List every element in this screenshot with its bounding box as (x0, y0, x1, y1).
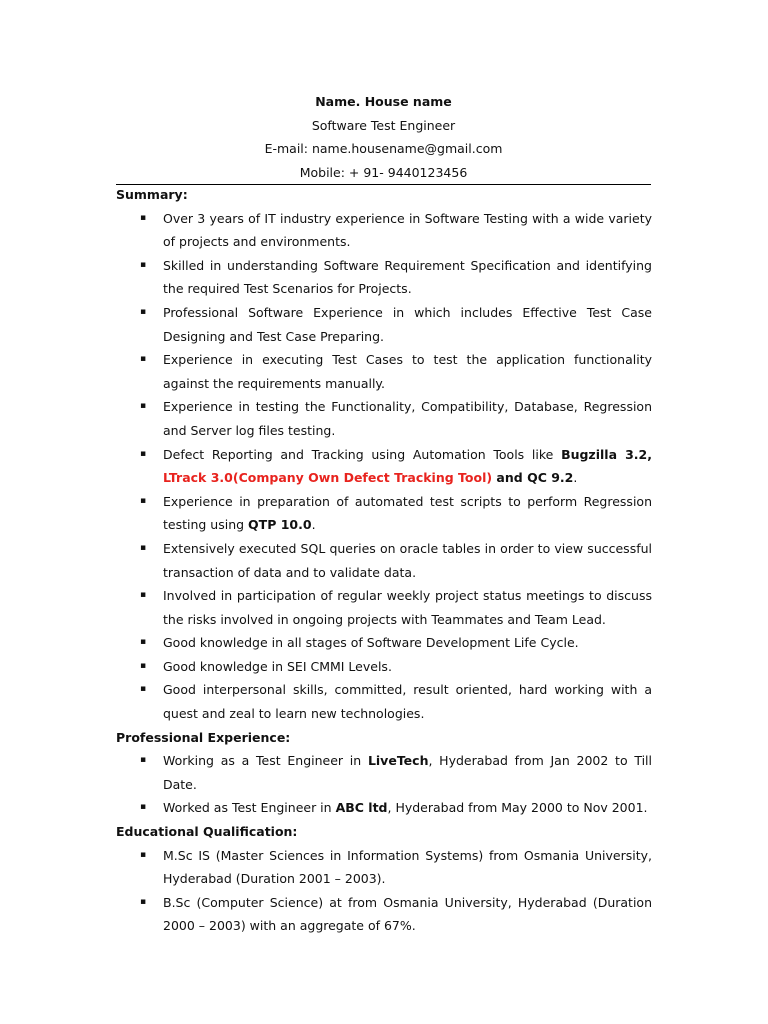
summary-heading: Summary: (116, 187, 188, 202)
summary-item-text: Experience in testing the Functionality, Compatibility, Database, Regression and Server log files testing. (163, 399, 652, 438)
experience-list (116, 749, 652, 820)
company-name: LiveTech (367, 753, 429, 769)
company-name: ABC ltd (335, 800, 388, 816)
candidate-name: Name. House name (315, 94, 452, 109)
bullet-icon: ▪ (140, 802, 147, 813)
list-item (116, 537, 652, 584)
education-item-text: B.Sc (Computer Science) at from Osmania University, Hyderabad (Duration 2000 – 2003) with an aggregate of 67%. (163, 894, 652, 934)
education-list (116, 844, 652, 938)
bullet-icon: ▪ (140, 259, 147, 270)
list-item (116, 678, 652, 725)
list-item (116, 584, 652, 631)
tool-name-qc: and QC 9.2 (492, 470, 574, 486)
mobile-line: Mobile: + 91- 9440123456 (299, 164, 468, 180)
summary-item-text: Defect Reporting and Tracking using Automation Tools like (163, 446, 562, 462)
bullet-icon: ▪ (140, 495, 147, 506)
list-item (116, 254, 652, 301)
summary-item-text: Experience in preparation of automated test scripts to perform Regression testing using (163, 493, 652, 533)
summary-item-text: . (311, 517, 316, 533)
summary-item-text: Professional Software Experience in which includes Effective Test Case Designing and Test Case Preparing. (163, 304, 652, 344)
job-title: Software Test Engineer (311, 117, 456, 133)
list-item (116, 749, 652, 796)
bullet-icon: ▪ (140, 401, 147, 412)
education-heading: Educational Qualification: (116, 824, 298, 840)
resume-header (116, 90, 651, 184)
summary-item-text: Skilled in understanding Software Requirement Specification and identifying the required Test Scenarios for Projects. (163, 257, 652, 297)
experience-item-text: Working as a Test Engineer in (163, 753, 368, 769)
summary-item-text: Experience in executing Test Cases to test the application functionality against the requirements manually. (163, 352, 652, 391)
summary-item-text: Extensively executed SQL queries on oracle tables in order to view successful transaction of data and to validate data. (163, 540, 652, 580)
bullet-icon: ▪ (140, 684, 147, 695)
summary-item-text: Over 3 years of IT industry experience in Software Testing with a wide variety of projects and environments. (163, 210, 652, 250)
list-item (116, 207, 652, 254)
bullet-icon: ▪ (140, 590, 147, 601)
list-item (116, 655, 652, 679)
tool-name-qtp: QTP 10.0 (248, 517, 312, 533)
list-item (116, 301, 652, 348)
experience-item-text: Worked as Test Engineer in (163, 800, 336, 816)
list-item (116, 844, 652, 891)
list-item (116, 796, 652, 820)
list-item (116, 631, 652, 655)
summary-item-text: . (573, 470, 578, 486)
summary-item-text: Good knowledge in all stages of Software Development Life Cycle. (163, 635, 579, 651)
bullet-icon: ▪ (140, 306, 147, 317)
bullet-icon: ▪ (140, 896, 147, 907)
list-item (116, 443, 652, 490)
bullet-icon: ▪ (140, 448, 147, 459)
bullet-icon: ▪ (140, 637, 147, 648)
summary-item-text: Involved in participation of regular weekly project status meetings to discuss the risks involved in ongoing projects with Teammates and Team Lead. (163, 588, 652, 627)
bullet-icon: ▪ (140, 660, 147, 671)
experience-heading: Professional Experience: (116, 729, 291, 745)
bullet-icon: ▪ (140, 212, 147, 223)
list-item (116, 891, 652, 938)
email-line: E-mail: name.housename@gmail.com (264, 141, 503, 156)
education-item-text: M.Sc IS (Master Sciences in Information Systems) from Osmania University, Hyderabad (Duration 2001 – 2003). (163, 847, 652, 887)
list-item (116, 348, 652, 395)
summary-list (116, 207, 652, 726)
bullet-icon: ▪ (140, 849, 147, 860)
bullet-icon: ▪ (140, 542, 147, 553)
tool-name-bugzilla: Bugzilla 3.2, (561, 446, 652, 462)
experience-item-text: , Hyderabad from Jan 2002 to Till Date. (163, 753, 653, 792)
bullet-icon: ▪ (140, 354, 147, 365)
summary-item-text: Good knowledge in SEI CMMI Levels. (163, 658, 392, 674)
list-item (116, 490, 652, 537)
tool-name-ltrack: LTrack 3.0(Company Own Defect Tracking Tool) (163, 470, 493, 486)
bullet-icon: ▪ (140, 755, 147, 766)
resume-body (116, 183, 652, 938)
list-item (116, 395, 652, 442)
experience-item-text: , Hyderabad from May 2000 to Nov 2001. (387, 800, 648, 816)
summary-item-text: Good interpersonal skills, committed, result oriented, hard working with a quest and zeal to learn new technologies. (163, 682, 652, 722)
